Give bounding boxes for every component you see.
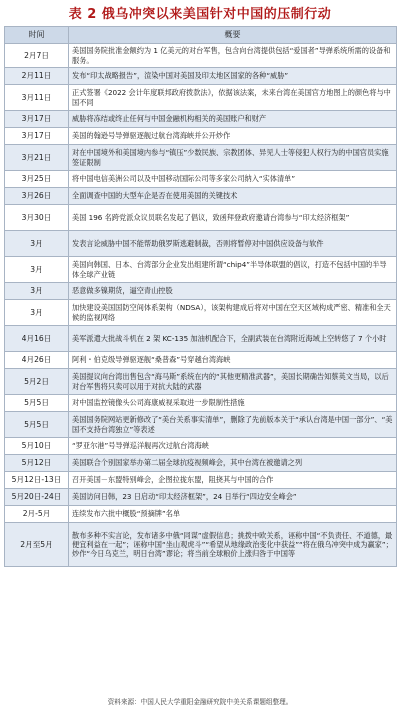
row-date: 2月至5月 — [5, 523, 69, 567]
table-row — [5, 489, 397, 506]
row-date: 3月 — [5, 283, 69, 300]
row-summary: 散布多种不实言论，发布诸多中俄“同谋”虚假信息；挑拨中欧关系，诬称中国“不负责任、不道德，最便宜利益在一起”；诬称中国“坐山观虎斗”“希望从地缘政治变化中获益”“将在俄乌冲突中成为赢家”；炒作“今日乌克兰，明日台湾”谬论；将当前全球粮价上涨归咎于中国等 — [69, 523, 397, 567]
row-date: 2月7日 — [5, 44, 69, 68]
row-summary: 对中国监控镜像头公司海康威视采取进一步限制性措施 — [69, 395, 397, 412]
row-summary: 美军派遣大批战斗机在 2 架 KC-135 加油机配合下，全副武装在台湾附近海域上空转悠了 7 个小时 — [69, 326, 397, 352]
row-date: 5月10日 — [5, 438, 69, 455]
row-date: 3月 — [5, 257, 69, 283]
table-row — [5, 44, 397, 68]
table-row — [5, 205, 397, 231]
table-row — [5, 395, 397, 412]
table-row — [5, 412, 397, 438]
table-row — [5, 111, 397, 128]
row-summary: 美国国务院网站更新修改了“美台关系事实清单”，删除了先前版本关于“承认台湾是中国一部分”、“美国不支持台湾独立”等表述 — [69, 412, 397, 438]
table-row — [5, 68, 397, 85]
row-summary: 美国 196 名跨党派众议员联名发起了倡议，致函拜登政府邀请台湾参与“印太经济框架” — [69, 205, 397, 231]
row-summary: “罗亚尔港”号导弹巡洋舰再次过航台湾海峡 — [69, 438, 397, 455]
table-row — [5, 188, 397, 205]
row-date: 5月20日-24日 — [5, 489, 69, 506]
row-date: 5月5日 — [5, 395, 69, 412]
table-row — [5, 257, 397, 283]
row-date: 5月5日 — [5, 412, 69, 438]
table-row — [5, 283, 397, 300]
row-summary: 美国向韩国、日本、台湾部分企业发出组建所谓“chip4”半导体联盟的倡议，打造不包括中国的半导体全球产业链 — [69, 257, 397, 283]
table-row — [5, 145, 397, 171]
row-summary: 发表言论威胁中国不能帮助俄罗斯逃避制裁，否则将暂停对中国供应设备与软件 — [69, 231, 397, 257]
row-summary: 美国联合个别国家举办第二届全球抗疫视频峰会，其中台湾在被邀请之列 — [69, 455, 397, 472]
table-row — [5, 85, 397, 111]
row-date: 3月26日 — [5, 188, 69, 205]
table-row — [5, 523, 397, 567]
row-summary: 将中国电信美洲公司以及中国移动国际公司等多家公司纳入“实体清单” — [69, 171, 397, 188]
row-summary: 恶意做多镍期货，逼空青山控股 — [69, 283, 397, 300]
row-summary: 召开美国－东盟特别峰会，企图拉拢东盟，阻挠其与中国的合作 — [69, 472, 397, 489]
row-date: 3月 — [5, 231, 69, 257]
row-summary: 美国的翰逊号导弹驱逐舰过航台湾海峡并公开炒作 — [69, 128, 397, 145]
table-row — [5, 438, 397, 455]
table-row — [5, 472, 397, 489]
table-title: 表 2 俄乌冲突以来美国针对中国的压制行动 — [68, 7, 332, 22]
row-summary: 美国提议向台湾出售包含“海马斯”系统在内的“其他更精准武器”，美国长期确告知蔡英文当局，以后对台军售将只卖可以用于对抗大陆的武器 — [69, 369, 397, 395]
row-date: 4月26日 — [5, 352, 69, 369]
row-date: 3月21日 — [5, 145, 69, 171]
row-summary: 连续发布六批中概股“预摘牌”名单 — [69, 506, 397, 523]
actions-table — [4, 26, 397, 567]
row-date: 4月16日 — [5, 326, 69, 352]
row-date: 5月2日 — [5, 369, 69, 395]
table-row — [5, 171, 397, 188]
table-row — [5, 352, 397, 369]
row-date: 2月-5月 — [5, 506, 69, 523]
source-note: 资料来源：中国人民大学重阳金融研究院中美关系课题组整理。 — [107, 698, 293, 706]
table-row — [5, 231, 397, 257]
row-summary: 美国访问日韩，23 日启动“印太经济框架”，24 日举行“四边安全峰会” — [69, 489, 397, 506]
table-row — [5, 506, 397, 523]
row-date: 3月17日 — [5, 128, 69, 145]
header-summary: 概要 — [69, 27, 397, 44]
table-row — [5, 128, 397, 145]
row-summary: 对在中国境外和美国境内参与“镇压”少数民族、宗教团体、异见人士等侵犯人权行为的中国官员实施签证限制 — [69, 145, 397, 171]
row-date: 3月25日 — [5, 171, 69, 188]
row-date: 3月17日 — [5, 111, 69, 128]
row-date: 3月30日 — [5, 205, 69, 231]
row-date: 5月12日-13日 — [5, 472, 69, 489]
row-date: 2月11日 — [5, 68, 69, 85]
table-header-row — [5, 27, 397, 44]
header-time: 时间 — [5, 27, 69, 44]
row-summary: 阿利・伯克级导弹驱逐舰“桑普森”号穿越台湾海峡 — [69, 352, 397, 369]
row-summary: 威胁将冻结或终止任何与中国金融机构相关的美国账户和财产 — [69, 111, 397, 128]
row-summary: 美国国务院批准金额约为 1 亿美元的对台军售，包含向台湾提供包括“爱国者”导弹系统所需的设备和服务。 — [69, 44, 397, 68]
row-date: 5月12日 — [5, 455, 69, 472]
row-summary: 正式签署《2022 会计年度联邦政府拨款法》，依据该法案，未来台湾在美国官方地图上的颜色将与中国不同 — [69, 85, 397, 111]
row-summary: 加快建设美国国防空间体系架构（NDSA），该架构建成后将对中国在空天区域构成严密、精准和全天候的监视网络 — [69, 300, 397, 326]
row-summary: 发布“印太战略报告”，渲染中国对美国及印太地区国家的各种“威胁” — [69, 68, 397, 85]
row-date: 3月 — [5, 300, 69, 326]
table-row — [5, 455, 397, 472]
table-row — [5, 369, 397, 395]
row-summary: 全面调查中国的大型车企是否在使用美国的关键技术 — [69, 188, 397, 205]
row-date: 3月11日 — [5, 85, 69, 111]
table-row — [5, 300, 397, 326]
table-row — [5, 326, 397, 352]
